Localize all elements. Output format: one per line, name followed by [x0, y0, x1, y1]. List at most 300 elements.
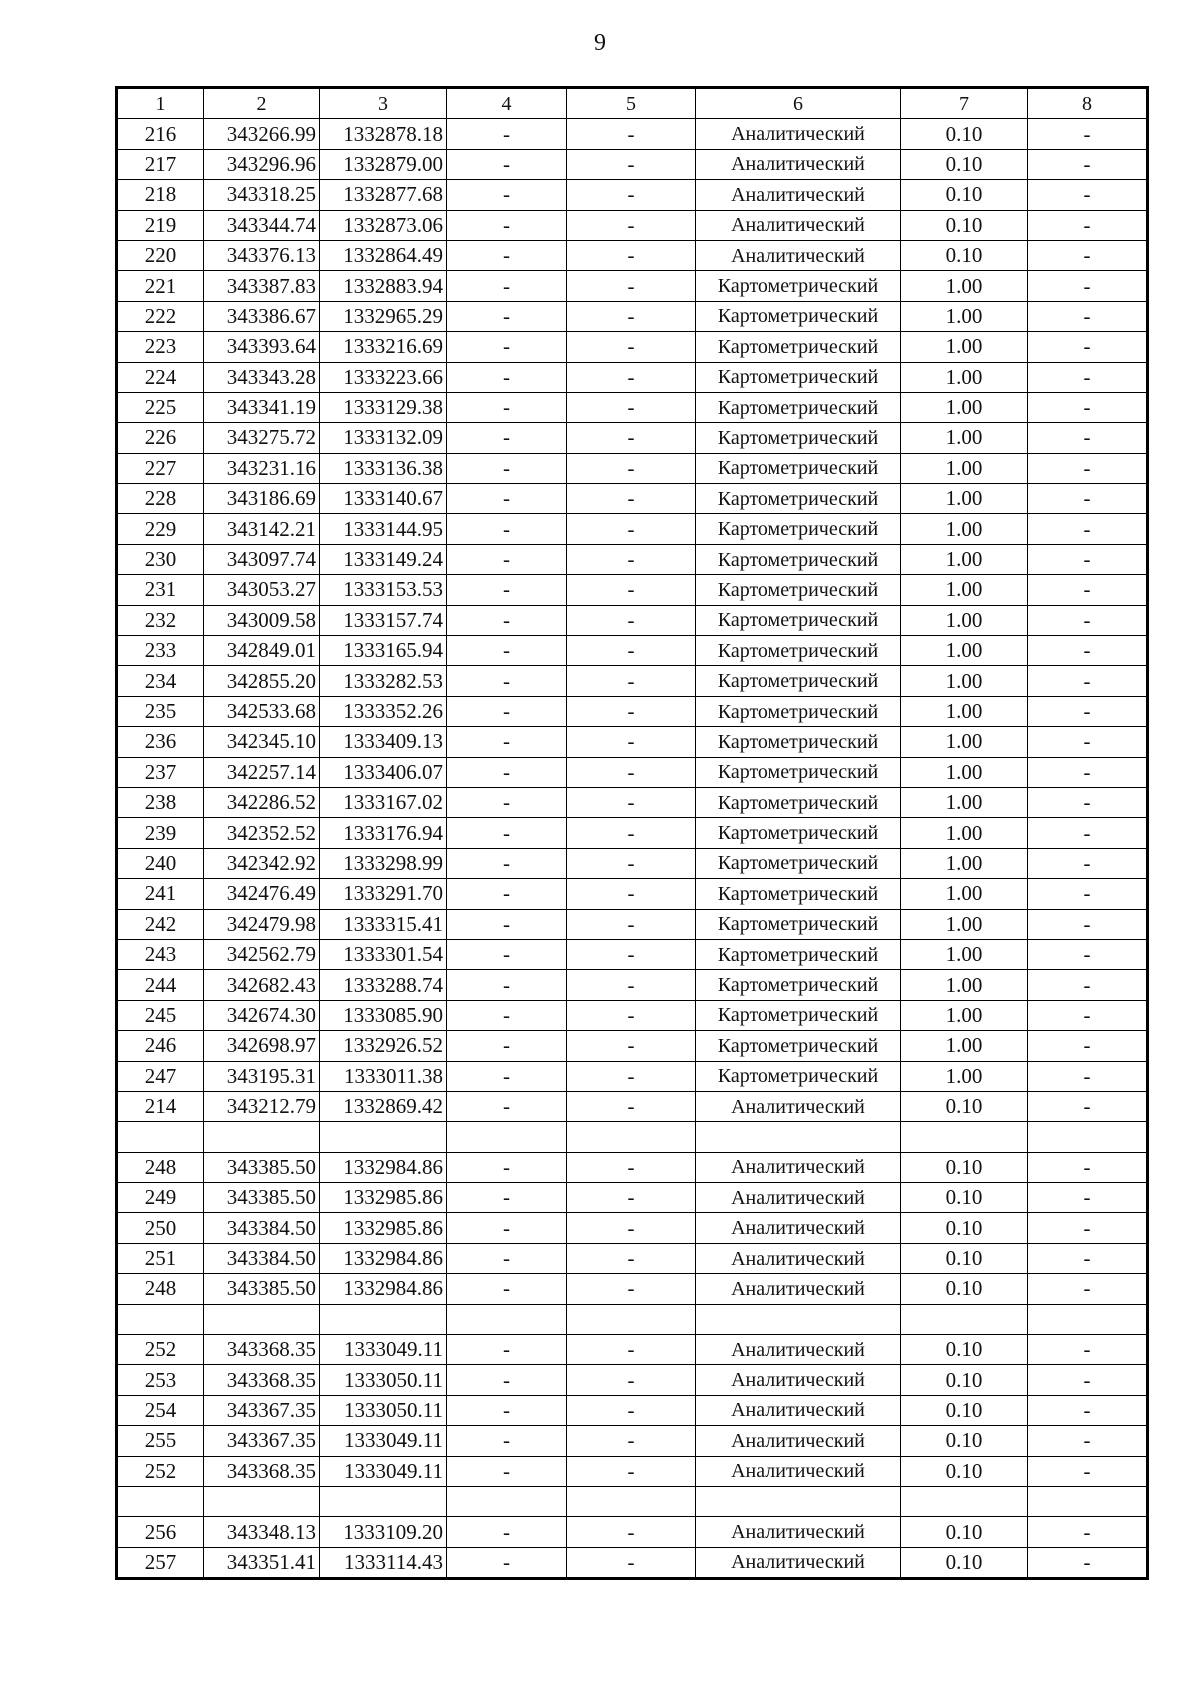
column-5-cell: -: [567, 1517, 696, 1547]
column-header: 2: [204, 88, 320, 119]
y-coordinate-cell: 1332873.06: [320, 210, 447, 240]
point-number-cell: 226: [117, 423, 204, 453]
x-coordinate-cell: [204, 1304, 320, 1334]
point-number-cell: 222: [117, 301, 204, 331]
y-coordinate-cell: 1333282.53: [320, 666, 447, 696]
column-8-cell: [1028, 1304, 1148, 1334]
point-number-cell: 235: [117, 696, 204, 726]
y-coordinate-cell: 1333136.38: [320, 453, 447, 483]
column-4-cell: -: [447, 575, 567, 605]
x-coordinate-cell: 343351.41: [204, 1547, 320, 1578]
point-number-cell: 242: [117, 909, 204, 939]
point-number-cell: 252: [117, 1456, 204, 1486]
x-coordinate-cell: 343385.50: [204, 1183, 320, 1213]
method-cell: Картометрический: [696, 514, 901, 544]
column-5-cell: -: [567, 453, 696, 483]
y-coordinate-cell: 1333114.43: [320, 1547, 447, 1578]
accuracy-cell: 1.00: [901, 362, 1028, 392]
y-coordinate-cell: 1332965.29: [320, 301, 447, 331]
column-4-cell: -: [447, 1456, 567, 1486]
column-5-cell: -: [567, 939, 696, 969]
y-coordinate-cell: 1332984.86: [320, 1274, 447, 1304]
method-cell: Аналитический: [696, 180, 901, 210]
accuracy-cell: 1.00: [901, 787, 1028, 817]
column-8-cell: -: [1028, 544, 1148, 574]
column-5-cell: -: [567, 848, 696, 878]
column-4-cell: -: [447, 696, 567, 726]
accuracy-cell: 1.00: [901, 1000, 1028, 1030]
y-coordinate-cell: 1332869.42: [320, 1091, 447, 1121]
method-cell: Аналитический: [696, 119, 901, 149]
column-4-cell: [447, 1304, 567, 1334]
accuracy-cell: 1.00: [901, 818, 1028, 848]
x-coordinate-cell: 343385.50: [204, 1152, 320, 1182]
table-row: [117, 1365, 1148, 1395]
point-number-cell: 249: [117, 1183, 204, 1213]
point-number-cell: 244: [117, 970, 204, 1000]
column-8-cell: -: [1028, 757, 1148, 787]
method-cell: Картометрический: [696, 666, 901, 696]
method-cell: Картометрический: [696, 362, 901, 392]
accuracy-cell: 0.10: [901, 1152, 1028, 1182]
column-4-cell: -: [447, 1243, 567, 1273]
x-coordinate-cell: 342562.79: [204, 939, 320, 969]
column-4-cell: -: [447, 514, 567, 544]
y-coordinate-cell: 1333050.11: [320, 1395, 447, 1425]
column-5-cell: -: [567, 1274, 696, 1304]
column-5-cell: -: [567, 484, 696, 514]
column-4-cell: -: [447, 939, 567, 969]
accuracy-cell: 1.00: [901, 757, 1028, 787]
point-number-cell: 228: [117, 484, 204, 514]
column-5-cell: -: [567, 1000, 696, 1030]
column-4-cell: -: [447, 423, 567, 453]
column-4-cell: -: [447, 119, 567, 149]
column-8-cell: -: [1028, 119, 1148, 149]
accuracy-cell: 0.10: [901, 1456, 1028, 1486]
method-cell: Картометрический: [696, 879, 901, 909]
table-row: [117, 332, 1148, 362]
method-cell: Картометрический: [696, 970, 901, 1000]
table-row: [117, 636, 1148, 666]
column-5-cell: -: [567, 1426, 696, 1456]
point-number-cell: 252: [117, 1335, 204, 1365]
column-4-cell: -: [447, 544, 567, 574]
column-5-cell: -: [567, 818, 696, 848]
y-coordinate-cell: 1333167.02: [320, 787, 447, 817]
column-8-cell: [1028, 1486, 1148, 1516]
column-5-cell: -: [567, 1152, 696, 1182]
y-coordinate-cell: 1333216.69: [320, 332, 447, 362]
column-4-cell: -: [447, 1426, 567, 1456]
column-4-cell: -: [447, 879, 567, 909]
point-number-cell: 238: [117, 787, 204, 817]
table-row: [117, 696, 1148, 726]
y-coordinate-cell: 1333109.20: [320, 1517, 447, 1547]
column-8-cell: -: [1028, 271, 1148, 301]
column-4-cell: [447, 1122, 567, 1152]
accuracy-cell: 0.10: [901, 1091, 1028, 1121]
column-5-cell: -: [567, 666, 696, 696]
y-coordinate-cell: 1333301.54: [320, 939, 447, 969]
method-cell: Аналитический: [696, 1183, 901, 1213]
column-5-cell: -: [567, 1365, 696, 1395]
table-row: [117, 271, 1148, 301]
column-8-cell: -: [1028, 909, 1148, 939]
point-number-cell: 230: [117, 544, 204, 574]
x-coordinate-cell: [204, 1486, 320, 1516]
accuracy-cell: 0.10: [901, 149, 1028, 179]
method-cell: Картометрический: [696, 544, 901, 574]
column-8-cell: -: [1028, 1031, 1148, 1061]
x-coordinate-cell: 343367.35: [204, 1426, 320, 1456]
x-coordinate-cell: 343368.35: [204, 1365, 320, 1395]
accuracy-cell: 0.10: [901, 210, 1028, 240]
table-row: [117, 1547, 1148, 1578]
y-coordinate-cell: 1333085.90: [320, 1000, 447, 1030]
y-coordinate-cell: 1333352.26: [320, 696, 447, 726]
column-4-cell: -: [447, 666, 567, 696]
column-4-cell: -: [447, 1183, 567, 1213]
x-coordinate-cell: 343318.25: [204, 180, 320, 210]
column-8-cell: -: [1028, 210, 1148, 240]
accuracy-cell: 1.00: [901, 301, 1028, 331]
column-4-cell: -: [447, 1547, 567, 1578]
x-coordinate-cell: 342342.92: [204, 848, 320, 878]
accuracy-cell: 0.10: [901, 1274, 1028, 1304]
x-coordinate-cell: 343387.83: [204, 271, 320, 301]
point-number-cell: 232: [117, 605, 204, 635]
y-coordinate-cell: 1332985.86: [320, 1183, 447, 1213]
method-cell: Картометрический: [696, 301, 901, 331]
column-8-cell: -: [1028, 423, 1148, 453]
point-number-cell: 248: [117, 1152, 204, 1182]
y-coordinate-cell: 1333291.70: [320, 879, 447, 909]
column-4-cell: -: [447, 1517, 567, 1547]
y-coordinate-cell: 1333011.38: [320, 1061, 447, 1091]
x-coordinate-cell: 343142.21: [204, 514, 320, 544]
column-4-cell: -: [447, 210, 567, 240]
y-coordinate-cell: 1332877.68: [320, 180, 447, 210]
table-row: [117, 818, 1148, 848]
method-cell: Аналитический: [696, 1426, 901, 1456]
accuracy-cell: 1.00: [901, 544, 1028, 574]
column-4-cell: -: [447, 1152, 567, 1182]
x-coordinate-cell: 343275.72: [204, 423, 320, 453]
accuracy-cell: [901, 1304, 1028, 1334]
column-4-cell: -: [447, 240, 567, 270]
method-cell: Картометрический: [696, 332, 901, 362]
column-8-cell: -: [1028, 879, 1148, 909]
x-coordinate-cell: 343384.50: [204, 1213, 320, 1243]
column-header: 6: [696, 88, 901, 119]
column-header: 5: [567, 88, 696, 119]
point-number-cell: 250: [117, 1213, 204, 1243]
y-coordinate-cell: 1333409.13: [320, 727, 447, 757]
method-cell: Аналитический: [696, 149, 901, 179]
accuracy-cell: 0.10: [901, 1365, 1028, 1395]
x-coordinate-cell: [204, 1122, 320, 1152]
point-number-cell: 231: [117, 575, 204, 605]
table-row: [117, 727, 1148, 757]
method-cell: Картометрический: [696, 484, 901, 514]
table-row: [117, 362, 1148, 392]
x-coordinate-cell: 342345.10: [204, 727, 320, 757]
column-8-cell: -: [1028, 818, 1148, 848]
column-5-cell: -: [567, 1213, 696, 1243]
y-coordinate-cell: 1332984.86: [320, 1243, 447, 1273]
method-cell: [696, 1486, 901, 1516]
accuracy-cell: 0.10: [901, 1426, 1028, 1456]
y-coordinate-cell: 1332985.86: [320, 1213, 447, 1243]
column-5-cell: -: [567, 636, 696, 666]
accuracy-cell: 1.00: [901, 392, 1028, 422]
accuracy-cell: 1.00: [901, 696, 1028, 726]
column-5-cell: -: [567, 210, 696, 240]
x-coordinate-cell: 343367.35: [204, 1395, 320, 1425]
x-coordinate-cell: 343384.50: [204, 1243, 320, 1273]
column-8-cell: -: [1028, 605, 1148, 635]
x-coordinate-cell: 342286.52: [204, 787, 320, 817]
y-coordinate-cell: 1333315.41: [320, 909, 447, 939]
point-number-cell: 227: [117, 453, 204, 483]
table-row: [117, 1091, 1148, 1121]
table-row: [117, 1426, 1148, 1456]
point-number-cell: 225: [117, 392, 204, 422]
x-coordinate-cell: 343296.96: [204, 149, 320, 179]
accuracy-cell: 0.10: [901, 1183, 1028, 1213]
accuracy-cell: 1.00: [901, 636, 1028, 666]
table-row: [117, 392, 1148, 422]
column-4-cell: -: [447, 848, 567, 878]
y-coordinate-cell: 1332878.18: [320, 119, 447, 149]
column-8-cell: -: [1028, 1243, 1148, 1273]
table-row: [117, 1031, 1148, 1061]
column-8-cell: -: [1028, 970, 1148, 1000]
column-header: 7: [901, 88, 1028, 119]
blank-separator-row: [117, 1486, 1148, 1516]
table-row: [117, 484, 1148, 514]
column-4-cell: -: [447, 1213, 567, 1243]
table-row: [117, 210, 1148, 240]
column-5-cell: -: [567, 301, 696, 331]
x-coordinate-cell: 342855.20: [204, 666, 320, 696]
column-5-cell: -: [567, 1243, 696, 1273]
column-8-cell: -: [1028, 1061, 1148, 1091]
y-coordinate-cell: 1333144.95: [320, 514, 447, 544]
column-8-cell: -: [1028, 362, 1148, 392]
column-8-cell: -: [1028, 1395, 1148, 1425]
column-4-cell: -: [447, 1031, 567, 1061]
y-coordinate-cell: 1332926.52: [320, 1031, 447, 1061]
accuracy-cell: 0.10: [901, 1395, 1028, 1425]
column-4-cell: -: [447, 271, 567, 301]
point-number-cell: 220: [117, 240, 204, 270]
column-5-cell: -: [567, 149, 696, 179]
y-coordinate-cell: 1332864.49: [320, 240, 447, 270]
x-coordinate-cell: 342476.49: [204, 879, 320, 909]
column-8-cell: -: [1028, 453, 1148, 483]
method-cell: Картометрический: [696, 757, 901, 787]
column-header: 4: [447, 88, 567, 119]
point-number-cell: 257: [117, 1547, 204, 1578]
accuracy-cell: 1.00: [901, 879, 1028, 909]
y-coordinate-cell: 1333050.11: [320, 1365, 447, 1395]
coordinates-table: [115, 86, 1149, 1580]
table-row: [117, 939, 1148, 969]
column-4-cell: -: [447, 787, 567, 817]
accuracy-cell: 0.10: [901, 1547, 1028, 1578]
point-number-cell: [117, 1486, 204, 1516]
table-row: [117, 605, 1148, 635]
table-row: [117, 1152, 1148, 1182]
column-8-cell: -: [1028, 787, 1148, 817]
accuracy-cell: 1.00: [901, 1061, 1028, 1091]
method-cell: [696, 1304, 901, 1334]
column-4-cell: -: [447, 970, 567, 1000]
accuracy-cell: 0.10: [901, 180, 1028, 210]
column-8-cell: -: [1028, 149, 1148, 179]
y-coordinate-cell: 1333223.66: [320, 362, 447, 392]
method-cell: Аналитический: [696, 1365, 901, 1395]
accuracy-cell: 1.00: [901, 939, 1028, 969]
column-5-cell: -: [567, 240, 696, 270]
column-4-cell: -: [447, 1000, 567, 1030]
method-cell: Аналитический: [696, 1335, 901, 1365]
y-coordinate-cell: [320, 1122, 447, 1152]
column-8-cell: -: [1028, 1335, 1148, 1365]
accuracy-cell: [901, 1486, 1028, 1516]
y-coordinate-cell: 1332883.94: [320, 271, 447, 301]
column-8-cell: -: [1028, 1183, 1148, 1213]
method-cell: Аналитический: [696, 1274, 901, 1304]
y-coordinate-cell: 1333157.74: [320, 605, 447, 635]
method-cell: Картометрический: [696, 1000, 901, 1030]
x-coordinate-cell: 342533.68: [204, 696, 320, 726]
column-8-cell: -: [1028, 636, 1148, 666]
accuracy-cell: 1.00: [901, 484, 1028, 514]
column-4-cell: [447, 1486, 567, 1516]
column-8-cell: -: [1028, 666, 1148, 696]
column-5-cell: -: [567, 362, 696, 392]
column-4-cell: -: [447, 909, 567, 939]
point-number-cell: 253: [117, 1365, 204, 1395]
accuracy-cell: 0.10: [901, 1213, 1028, 1243]
accuracy-cell: 1.00: [901, 514, 1028, 544]
column-5-cell: -: [567, 1547, 696, 1578]
point-number-cell: [117, 1304, 204, 1334]
column-5-cell: -: [567, 879, 696, 909]
point-number-cell: 254: [117, 1395, 204, 1425]
method-cell: Аналитический: [696, 240, 901, 270]
method-cell: Картометрический: [696, 1061, 901, 1091]
method-cell: Картометрический: [696, 636, 901, 666]
method-cell: Картометрический: [696, 696, 901, 726]
column-5-cell: -: [567, 392, 696, 422]
table-row: [117, 970, 1148, 1000]
column-8-cell: -: [1028, 392, 1148, 422]
column-5-cell: -: [567, 970, 696, 1000]
accuracy-cell: 1.00: [901, 727, 1028, 757]
column-8-cell: -: [1028, 484, 1148, 514]
table-row: [117, 1000, 1148, 1030]
point-number-cell: 256: [117, 1517, 204, 1547]
accuracy-cell: 1.00: [901, 575, 1028, 605]
point-number-cell: 223: [117, 332, 204, 362]
table-row: [117, 666, 1148, 696]
y-coordinate-cell: 1332984.86: [320, 1152, 447, 1182]
x-coordinate-cell: 342698.97: [204, 1031, 320, 1061]
column-5-cell: -: [567, 271, 696, 301]
table-row: [117, 180, 1148, 210]
table-row: [117, 787, 1148, 817]
column-8-cell: -: [1028, 939, 1148, 969]
x-coordinate-cell: 343368.35: [204, 1456, 320, 1486]
column-4-cell: -: [447, 180, 567, 210]
column-5-cell: -: [567, 119, 696, 149]
column-8-cell: -: [1028, 575, 1148, 605]
accuracy-cell: 0.10: [901, 1243, 1028, 1273]
accuracy-cell: 1.00: [901, 909, 1028, 939]
x-coordinate-cell: 342479.98: [204, 909, 320, 939]
y-coordinate-cell: 1333149.24: [320, 544, 447, 574]
column-4-cell: -: [447, 149, 567, 179]
column-5-cell: [567, 1304, 696, 1334]
column-4-cell: -: [447, 301, 567, 331]
column-4-cell: -: [447, 1274, 567, 1304]
column-5-cell: -: [567, 423, 696, 453]
x-coordinate-cell: 343266.99: [204, 119, 320, 149]
column-5-cell: -: [567, 514, 696, 544]
table-row: [117, 1213, 1148, 1243]
method-cell: Аналитический: [696, 210, 901, 240]
x-coordinate-cell: 342674.30: [204, 1000, 320, 1030]
y-coordinate-cell: 1333049.11: [320, 1426, 447, 1456]
method-cell: Картометрический: [696, 575, 901, 605]
accuracy-cell: 1.00: [901, 423, 1028, 453]
accuracy-cell: 0.10: [901, 1517, 1028, 1547]
column-5-cell: -: [567, 180, 696, 210]
column-4-cell: -: [447, 1335, 567, 1365]
point-number-cell: 248: [117, 1274, 204, 1304]
x-coordinate-cell: 343348.13: [204, 1517, 320, 1547]
column-8-cell: -: [1028, 1547, 1148, 1578]
column-header: 3: [320, 88, 447, 119]
y-coordinate-cell: [320, 1486, 447, 1516]
column-5-cell: -: [567, 544, 696, 574]
column-header: 1: [117, 88, 204, 119]
x-coordinate-cell: 342682.43: [204, 970, 320, 1000]
table-row: [117, 1335, 1148, 1365]
accuracy-cell: 1.00: [901, 453, 1028, 483]
table-row: [117, 1243, 1148, 1273]
column-8-cell: -: [1028, 1213, 1148, 1243]
column-4-cell: -: [447, 392, 567, 422]
table-row: [117, 1395, 1148, 1425]
method-cell: Аналитический: [696, 1213, 901, 1243]
method-cell: Картометрический: [696, 939, 901, 969]
accuracy-cell: 1.00: [901, 332, 1028, 362]
x-coordinate-cell: 343343.28: [204, 362, 320, 392]
method-cell: Картометрический: [696, 423, 901, 453]
accuracy-cell: 1.00: [901, 666, 1028, 696]
point-number-cell: 236: [117, 727, 204, 757]
column-8-cell: -: [1028, 696, 1148, 726]
column-8-cell: -: [1028, 514, 1148, 544]
x-coordinate-cell: 343195.31: [204, 1061, 320, 1091]
column-8-cell: -: [1028, 1456, 1148, 1486]
y-coordinate-cell: 1333406.07: [320, 757, 447, 787]
